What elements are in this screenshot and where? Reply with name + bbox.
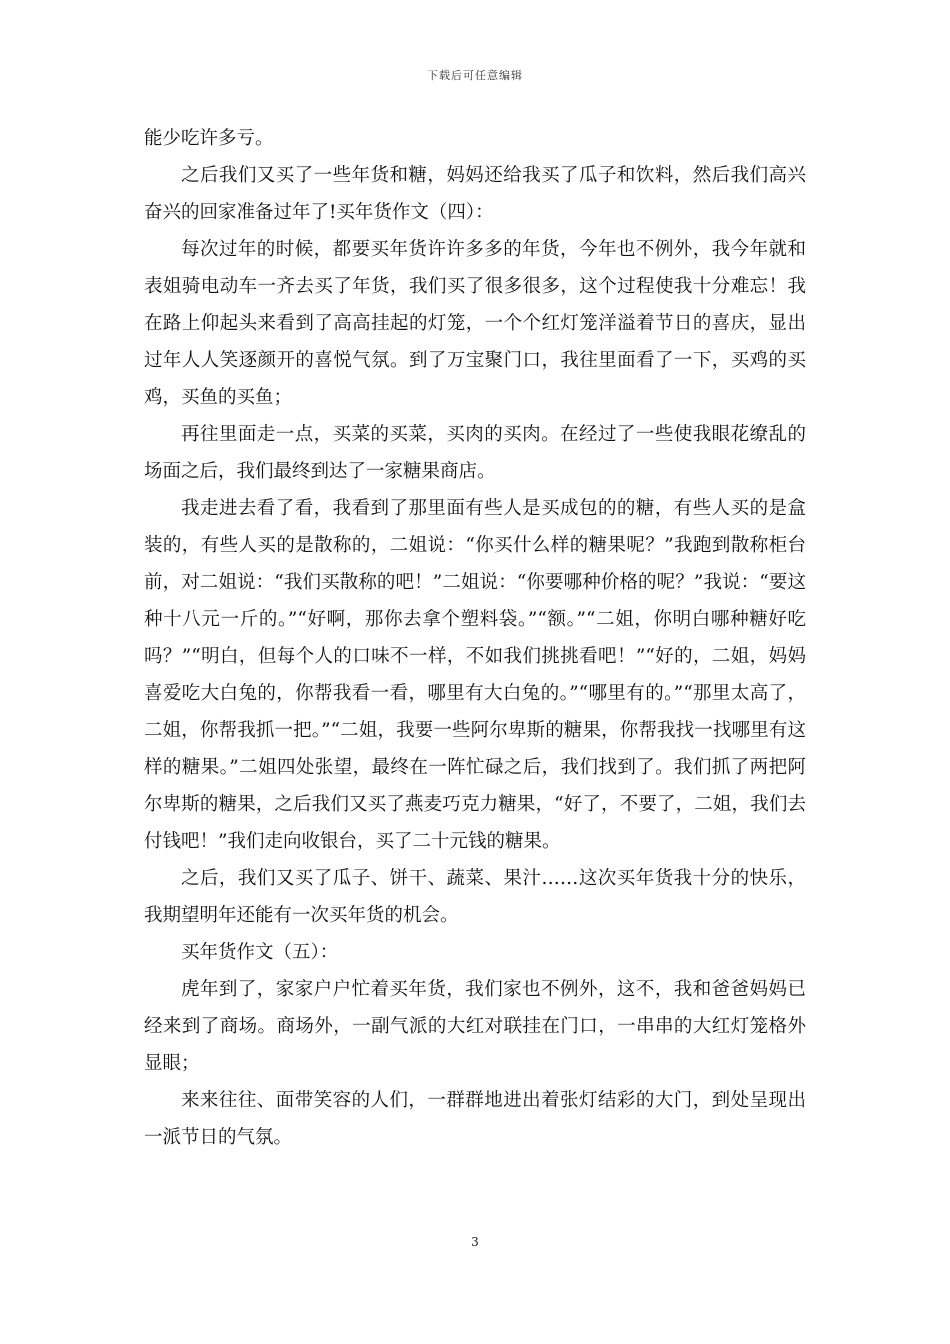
- page-number: 3: [471, 1235, 479, 1249]
- document-body: [144, 120, 806, 1156]
- paragraph: 来来往往、面带笑容的人们，一群群地进出着张灯结彩的大门，到处呈现出一派节日的气氛。: [144, 1090, 806, 1148]
- paragraph: 再往里面走一点，买菜的买菜，买肉的买肉。在经过了一些使我眼花缭乱的场面之后，我们最终到达了一家糖果商店。: [144, 424, 806, 482]
- paragraph: 之后，我们又买了瓜子、饼干、蔬菜、果汁……这次买年货我十分的快乐，我期望明年还能有一次买年货的机会。: [144, 868, 806, 926]
- paragraph: 能少吃许多亏。: [144, 128, 274, 149]
- paragraph: 虎年到了，家家户户忙着买年货，我们家也不例外，这不，我和爸爸妈妈已经来到了商场。商场外，一副气派的大红对联挂在门口，一串串的大红灯笼格外显眼；: [144, 979, 806, 1074]
- paragraph: 之后我们又买了一些年货和糖，妈妈还给我买了瓜子和饮料，然后我们高兴奋兴的回家准备过年了!买年货作文（四）：: [144, 165, 806, 223]
- paragraph: 每次过年的时候，都要买年货许许多多的年货，今年也不例外，我今年就和表姐骑电动车一齐去买了年货，我们买了很多很多，这个过程使我十分难忘！我在路上仰起头来看到了高高挂起的灯笼，一个个红灯笼洋溢着节日的喜庆，显出过年人人笑逐颜开的喜悦气氛。到了万宝聚门口，我往里面看了一下，买鸡的买鸡，买鱼的买鱼；: [144, 239, 806, 408]
- page-header: 下载后可任意编辑: [427, 69, 523, 82]
- paragraph: 我走进去看了看，我看到了那里面有些人是买成包的的糖，有些人买的是盒装的，有些人买的是散称的，二姐说：“你买什么样的糖果呢？”我跑到散称柜台前，对二姐说：“我们买散称的吧！”二姐说：“你要哪种价格的呢？”我说：“要这种十八元一斤的。”“好啊，那你去拿个塑料袋。”“额。”“二姐，你明白哪种糖好吃吗？”“明白，但每个人的口味不一样，不如我们挑挑看吧！”“好的，二姐，妈妈喜爱吃大白兔的，你帮我看一看，哪里有大白兔的。”“哪里有的。”“那里太高了，二姐，你帮我抓一把。”“二姐，我要一些阿尔卑斯的糖果，你帮我找一找哪里有这样的糖果。”二姐四处张望，最终在一阵忙碌之后，我们找到了。我们抓了两把阿尔卑斯的糖果，之后我们又买了燕麦巧克力糖果，“好了，不要了，二姐，我们去付钱吧！”我们走向收银台，买了二十元钱的糖果。: [144, 498, 806, 852]
- section-heading: 买年货作文（五）：: [181, 942, 339, 963]
